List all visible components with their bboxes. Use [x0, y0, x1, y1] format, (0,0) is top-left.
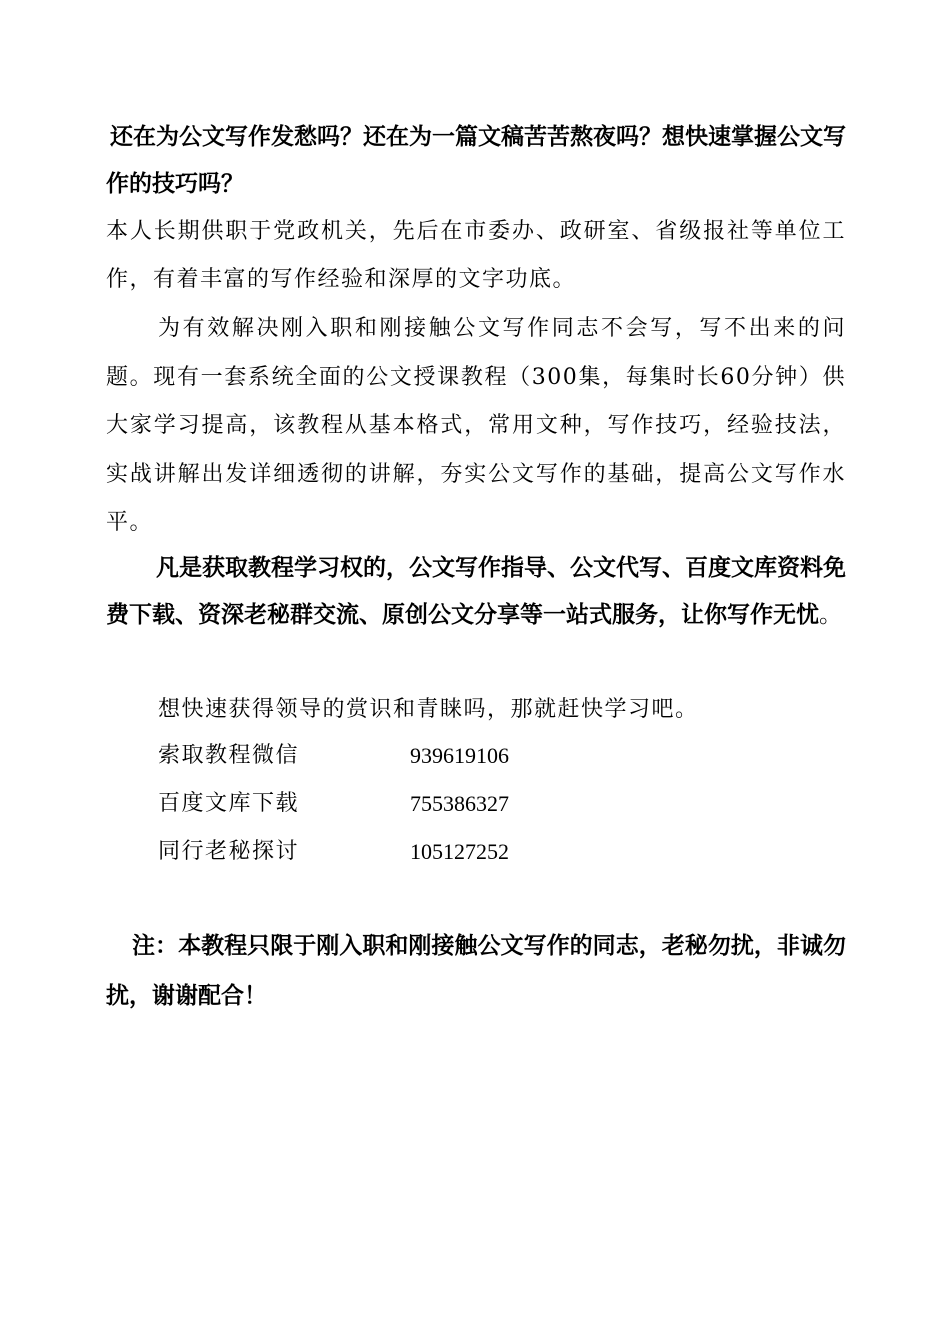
- invite-text: 想快速获得领导的赏识和青睐吗，那就赶快学习吧。: [158, 697, 699, 722]
- services-paragraph: [106, 544, 846, 639]
- contact-label: 同行老秘探讨: [158, 839, 300, 864]
- contact-list: [158, 732, 658, 876]
- contact-number: 105127252: [410, 839, 509, 864]
- contact-row-baidu: [158, 780, 658, 828]
- contact-label: 索取教程微信: [158, 743, 300, 768]
- author-intro: 本人长期供职于党政机关，先后在市委办、政研室、省级报社等单位工作，有着丰富的写作经验和深厚的文字功底。: [106, 219, 846, 292]
- disclaimer-note: 注：本教程只限于刚入职和刚接触公文写作的同志，老秘勿扰，非诚勿扰，谢谢配合！: [106, 932, 846, 1009]
- contact-number: 755386327: [410, 791, 509, 816]
- contact-row-peers: [158, 828, 658, 876]
- contact-label: 百度文库下载: [158, 791, 300, 816]
- services-tail: 。: [819, 602, 842, 628]
- contact-number: 939619106: [410, 743, 509, 768]
- course-description: 为有效解决刚入职和刚接触公文写作同志不会写，写不出来的问题。现有一套系统全面的公文授课教程（300集，每集时长60分钟）供大家学习提高，该教程从基本格式，常用文种，写作技巧，经验技法，实战讲解出发详细透彻的讲解，夯实公文写作的基础，提高公文写作水平。: [106, 316, 846, 535]
- headline: 还在为公文写作发愁吗？还在为一篇文稿苦苦熬夜吗？想快速掌握公文写作的技巧吗？: [106, 123, 846, 197]
- services-text: 凡是获取教程学习权的，公文写作指导、公文代写、百度文库资料免费下载、资深老秘群交流、原创公文分享等一站式服务，让你写作无忧: [106, 554, 846, 628]
- contact-row-wechat: [158, 732, 658, 780]
